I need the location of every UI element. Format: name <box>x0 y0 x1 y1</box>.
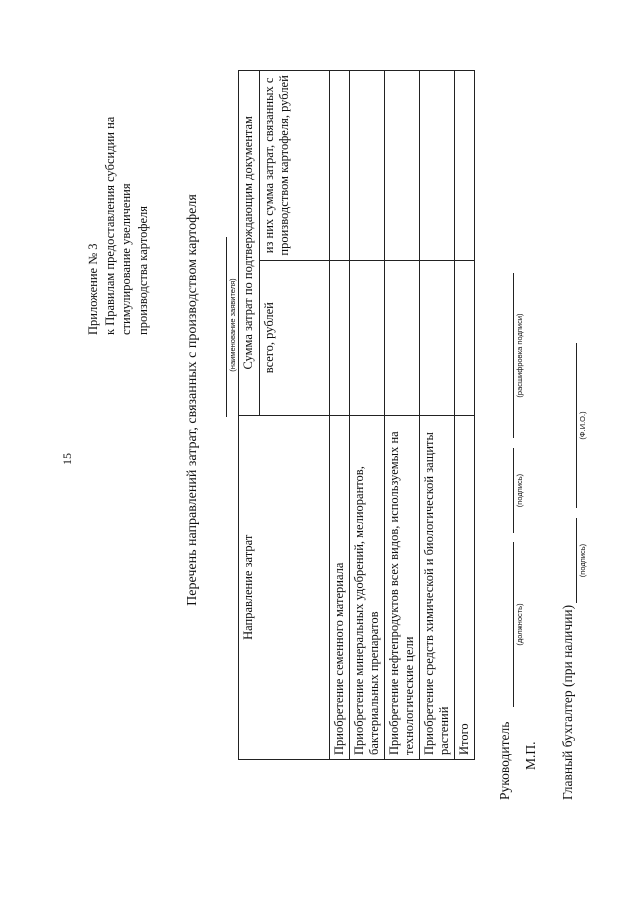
header-potato: из них сумма затрат, связанных с производством картофеля, рублей <box>259 71 329 261</box>
stamp-label: М.П. <box>523 741 538 770</box>
row-potato-cell <box>350 71 385 261</box>
row-potato-cell <box>385 71 420 261</box>
applicant-caption: (наименование заявителя) <box>228 278 237 372</box>
row-potato-cell <box>330 71 350 261</box>
appendix-block <box>85 35 151 335</box>
row-potato-cell <box>420 71 455 261</box>
row-potato-cell <box>455 71 475 261</box>
row-total-cell <box>330 260 350 415</box>
row-total-cell <box>420 260 455 415</box>
header-sum: Сумма затрат по подтверждающим документам <box>239 71 260 416</box>
fio-caption: (Ф.И.О.) <box>578 411 587 440</box>
row-direction: Приобретение средств химической и биологической защиты растений <box>420 415 455 759</box>
table-row-total <box>455 71 475 760</box>
row-direction: Итого <box>455 415 475 759</box>
head-label: Руководитель <box>497 721 512 800</box>
header-total: всего, рублей <box>259 260 329 415</box>
table-row <box>385 71 420 760</box>
accountant-label: Главный бухгалтер (при наличии) <box>560 604 575 800</box>
position-line <box>503 542 514 707</box>
document-title: Перечень направлений затрат, связанных с производством картофеля <box>185 194 200 606</box>
accountant-signature-line <box>566 518 577 603</box>
row-total-cell <box>385 260 420 415</box>
decoding-caption: (расшифровка подписи) <box>515 313 524 398</box>
fio-line <box>566 343 577 508</box>
table-row <box>330 71 350 760</box>
table-header-row <box>239 71 260 760</box>
table-row <box>350 71 385 760</box>
appendix-line: Приложение № 3 <box>86 243 100 335</box>
appendix-line: к Правилам предоставления субсидии на <box>102 116 117 335</box>
row-total-cell <box>455 260 475 415</box>
signature-caption: (подпись) <box>515 473 524 508</box>
row-direction: Приобретение минеральных удобрений, мелиорантов, бактериальных препаратов <box>350 415 385 759</box>
row-direction: Приобретение семенного материала <box>330 415 350 759</box>
header-direction: Направление затрат <box>239 415 330 759</box>
applicant-line <box>216 237 227 417</box>
costs-table <box>238 70 475 760</box>
row-direction: Приобретение нефтепродуктов всех видов, используемых на технологические цели <box>385 415 420 759</box>
accountant-signature-caption: (подпись) <box>578 543 587 578</box>
row-total-cell <box>350 260 385 415</box>
position-caption: (должность) <box>515 603 524 646</box>
page-number: 15 <box>60 453 74 465</box>
table-row <box>420 71 455 760</box>
head-signature-line <box>503 448 514 533</box>
appendix-line: производства картофеля <box>135 205 150 335</box>
appendix-line: стимулирование увеличения <box>119 183 133 335</box>
decoding-line <box>503 273 514 438</box>
